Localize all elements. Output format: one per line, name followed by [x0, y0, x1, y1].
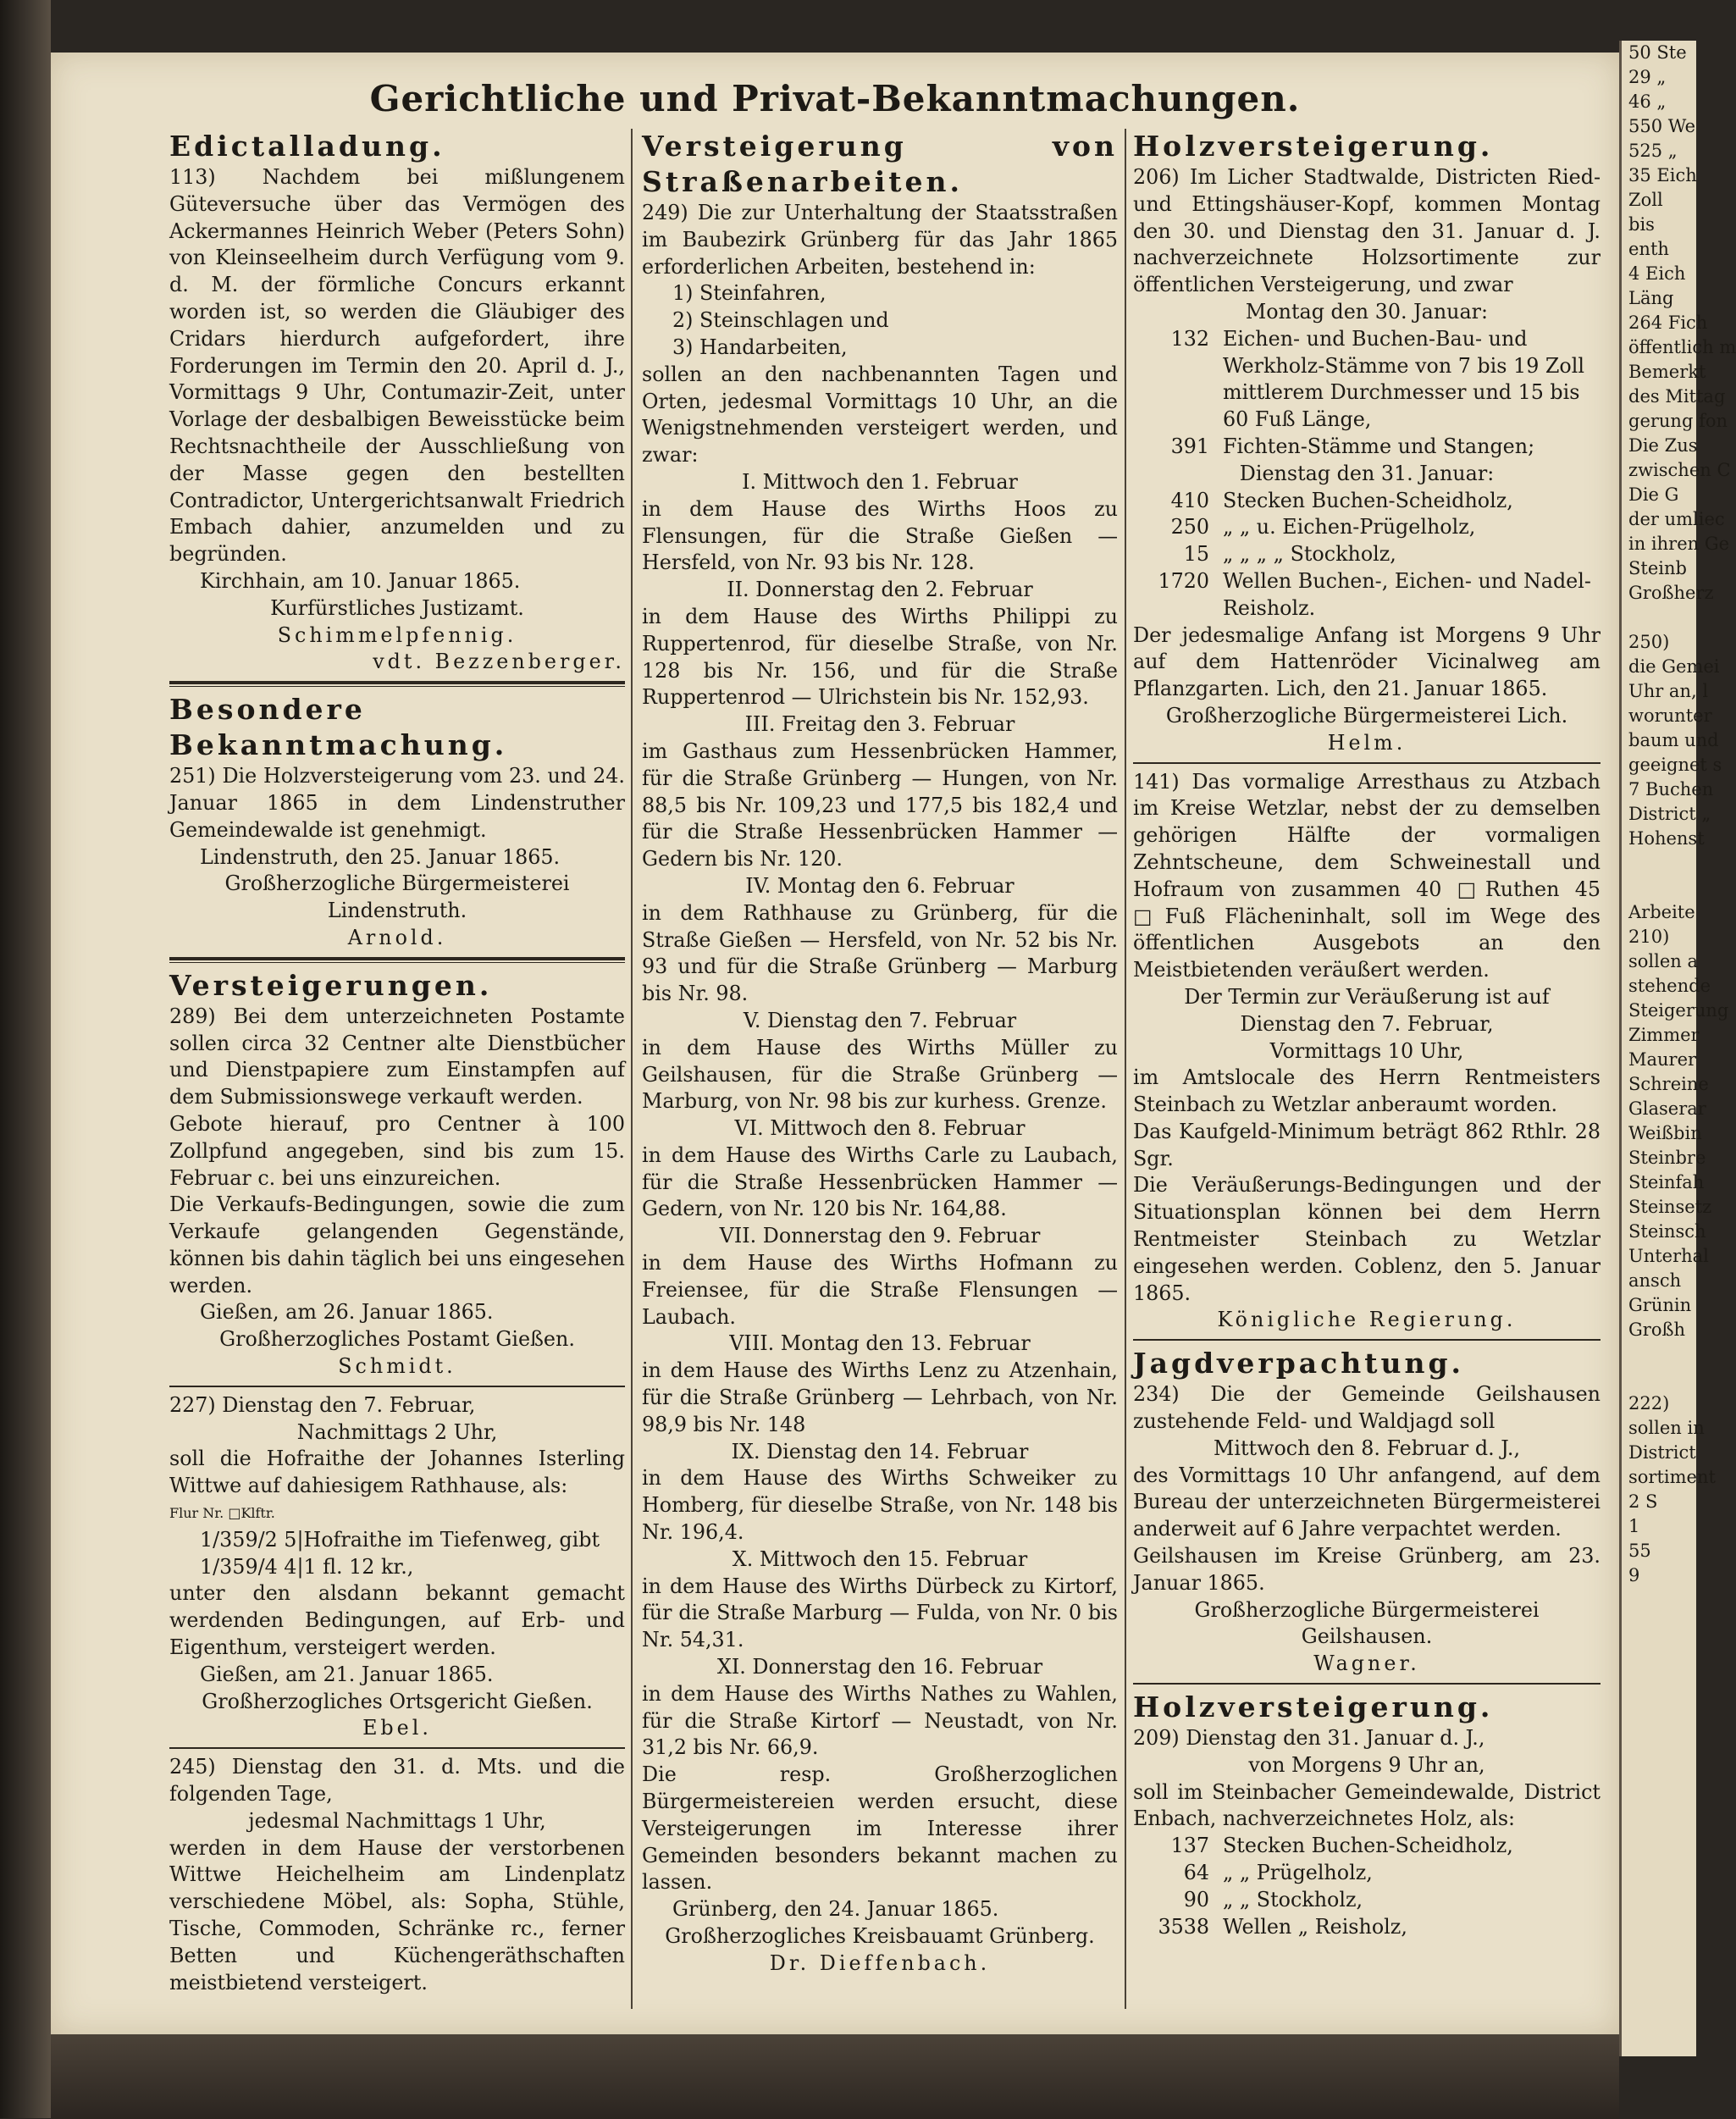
lot-row — [1133, 434, 1540, 461]
paragraph: in dem Rathhause zu Grünberg, für die Straße Gießen — Hersfeld, von Nr. 52 bis Nr. 93 und für die Straße Grünberg — Marburg bis Nr. 98. — [642, 900, 1118, 1006]
paragraph: im Gasthaus zum Hessenbrücken Hammer, für die Straße Grünberg — Hungen, von Nr. 88,5 bis Nr. 109,23 und 177,5 bis 182,4 und für die Straße Hessenbrücken Hammer — Gedern bis Nr. 120. — [642, 739, 1118, 871]
fragment-line: District — [1628, 1442, 1696, 1463]
centered-line: Dienstag den 31. Januar: — [1239, 461, 1495, 485]
fragment-line: Uhr an, l — [1628, 681, 1709, 701]
fragment-line: 46 „ — [1628, 91, 1667, 112]
lot-description: „ „ u. Eichen-Prügelholz, — [1223, 515, 1476, 539]
paragraph: in dem Hause des Wirths Müller zu Geilshausen, für die Straße Grünberg — Marburg, von Nr. 98 bis zur kurhess. Grenze. — [642, 1035, 1118, 1114]
lot-row — [1133, 488, 1518, 515]
paragraph: 141) Das vormalige Arresthaus zu Atzbach im Kreise Wetzlar, nebst der zu demselben gehörigen Hälfte der vormaligen Zehntscheune, dem Schweinestall und Hofraum von zusammen 40 □Ruthen 45 □Fuß Flächeninhalt, soll im Wege des öffentlichen Ausgebots an den Meistbietenden veräußert werden. — [1133, 769, 1601, 982]
adjacent-page-fragment — [1619, 41, 1736, 2056]
fragment-line: 264 Fich — [1628, 313, 1708, 333]
place-date-line: Kirchhain, am 10. Januar 1865. — [200, 568, 521, 593]
fragment-line: Die Zus — [1628, 435, 1698, 456]
centered-line: Großherzogliche Bürgermeisterei Lich. — [1165, 703, 1568, 728]
lot-quantity: 410 — [1170, 488, 1209, 512]
section-separator — [169, 1386, 625, 1387]
signature: vdt. Bezzenberger. — [373, 650, 625, 674]
section-heading: Versteigerung von Straßenarbeiten. — [642, 130, 1118, 198]
lot-row — [1133, 326, 1601, 434]
section-heading: Jagdverpachtung. — [1133, 1347, 1465, 1380]
signature: Arnold. — [347, 925, 447, 949]
column-right — [1133, 129, 1601, 2022]
section-separator — [169, 957, 625, 963]
fragment-line: 250) — [1628, 632, 1670, 652]
section-separator — [169, 681, 625, 687]
fragment-line: Hohenst — [1628, 828, 1705, 849]
fragment-line: Weißbin — [1628, 1123, 1702, 1143]
table-header: Flur Nr. □Klftr. — [169, 1505, 275, 1522]
fragment-line: des Mittag — [1628, 386, 1726, 407]
fragment-line: die Gemei — [1628, 656, 1720, 677]
fragment-line — [1622, 1367, 1696, 1391]
paragraph: in dem Hause des Wirths Schweiker zu Homberg, für dieselbe Straße, von Nr. 148 bis Nr. 196,4. — [642, 1466, 1118, 1545]
paragraph: im Amtslocale des Herrn Rentmeisters Steinbach zu Wetzlar anberaumt worden. — [1133, 1065, 1601, 1117]
fragment-line: enth — [1628, 239, 1669, 259]
paragraph: 113) Nachdem bei mißlungenem Güteversuche über das Vermögen des Ackermannes Heinrich Weber (Peters Sohn) von Kleinseelheim durch Verfügung vom 9. d. M. der förmliche Concurs erkannt worden ist, so werden die Gläubiger des Cridars hierdurch aufgefordert, ihre Forderungen im Termin den 20. April d. J., Vormittags 9 Uhr, Contumazir-Zeit, unter Vorlage der desbalbigen Beweisstücke beim Rechtsnachtheile der Ausschließung von der Masse gegen den bestellten Contradictor, Untergerichtsanwalt Friedrich Embach dahier, anzumelden und zu begründen. — [169, 165, 625, 567]
paragraph: 245) Dienstag den 31. d. Mts. und die folgenden Tage, — [169, 1755, 625, 1806]
fragment-line — [1622, 1342, 1696, 1367]
centered-line: VI. Mittwoch den 8. Februar — [734, 1116, 1026, 1141]
place-date-line: 3) Handarbeiten, — [672, 335, 848, 359]
fragment-line: Arbeite — [1628, 902, 1695, 922]
lot-quantity: 15 — [1183, 542, 1209, 567]
centered-line: Vormittags 10 Uhr, — [1269, 1038, 1464, 1063]
fragment-line: 2 S — [1628, 1491, 1658, 1512]
fragment-line: baum und — [1628, 730, 1719, 750]
fragment-line: 222) — [1628, 1393, 1670, 1414]
fragment-line: sollen in — [1628, 1418, 1705, 1438]
centered-line: XI. Donnerstag den 16. Februar — [716, 1655, 1043, 1679]
fragment-line — [1622, 851, 1696, 876]
fragment-line: 7 Buchen — [1628, 779, 1714, 799]
fragment-line: Steinb — [1628, 558, 1687, 578]
paragraph: des Vormittags 10 Uhr anfangend, auf dem Bureau der unterzeichneten Bürgermeisterei anderweit auf 6 Jahre verpachtet werden. — [1133, 1463, 1601, 1541]
lot-description: Eichen- und Buchen-Bau- und Werkholz-Stämme von 7 bis 19 Zoll mittlerem Durchmesser und 15 bis 60 Fuß Länge, — [1223, 326, 1584, 432]
lot-row — [1133, 568, 1601, 622]
lot-description: „ „ „ „ Stockholz, — [1223, 542, 1396, 567]
paragraph: in dem Hause des Wirths Hofmann zu Freiensee, für die Straße Flensungen — Laubach. — [642, 1251, 1118, 1329]
fragment-line: Steinbre — [1628, 1148, 1706, 1168]
paragraph: Die Veräußerungs-Bedingungen und der Situationsplan können bei dem Herrn Rentmeister Steinbach zu Wetzlar eingesehen werden. Coblenz, den 5. Januar 1865. — [1133, 1173, 1601, 1305]
place-date-line: Lindenstruth, den 25. Januar 1865. — [200, 844, 561, 869]
lot-quantity: 391 — [1170, 434, 1209, 458]
centered-line: Kurfürstliches Justizamt. — [270, 595, 524, 620]
page-title: Gerichtliche und Privat-Bekanntmachungen. — [369, 78, 1301, 119]
fragment-line: Großh — [1628, 1320, 1686, 1340]
book-binding — [0, 0, 51, 2118]
centered-line: Dienstag den 7. Februar, — [1240, 1011, 1494, 1036]
fragment-line: 9 — [1628, 1565, 1640, 1585]
paragraph: sollen an den nachbenannten Tagen und Orten, jedesmal Vormittags 10 Uhr, an die Wenigstnehmenden versteigert werden, und zwar: — [642, 362, 1118, 468]
paragraph: 206) Im Licher Stadtwalde, Districten Ried- und Ettingshäuser-Kopf, kommen Montag den 30. und Dienstag den 31. Januar d. J. nachverzeichnete Holzsortimente zur öffentlichen Versteigerung, und zwar — [1133, 165, 1601, 297]
paragraph: soll im Steinbacher Gemeindewalde, District Enbach, nachverzeichnetes Holz, als: — [1133, 1779, 1601, 1831]
paragraph: soll die Hofraithe der Johannes Isterling Wittwe auf dahiesigem Rathhause, als: — [169, 1447, 625, 1498]
fragment-line: sollen a — [1628, 951, 1699, 971]
lot-quantity: 90 — [1183, 1887, 1209, 1912]
paragraph: in dem Hause des Wirths Hoos zu Flensungen, für die Straße Gießen — Hersfeld, von Nr. 93 bis Nr. 128. — [642, 496, 1118, 575]
lot-description: Wellen „ Reisholz, — [1223, 1914, 1407, 1939]
section-heading: Holzversteigerung. — [1133, 1690, 1494, 1724]
fragment-line: Steinsetz — [1628, 1197, 1712, 1217]
signature: Königliche Regierung. — [1217, 1308, 1517, 1332]
fragment-line: 29 „ — [1628, 67, 1667, 87]
lot-quantity: 1720 — [1158, 568, 1209, 593]
fragment-line: gerung fon — [1628, 411, 1728, 431]
centered-line: IV. Montag den 6. Februar — [745, 873, 1015, 898]
centered-line: II. Donnerstag den 2. Februar — [727, 578, 1033, 602]
paragraph: unter den alsdann bekannt gemacht werdenden Bedingungen, auf Erb- und Eigenthum, versteigert werden. — [169, 1581, 625, 1660]
paragraph: Gebote hierauf, pro Centner à 100 Zollpfund angegeben, sind bis zum 15. Februar c. bei uns einzureichen. — [169, 1111, 625, 1190]
fragment-line: der umliec — [1628, 509, 1725, 529]
centered-line: Großherzogliches Postamt Gießen. — [219, 1327, 575, 1352]
fragment-line — [1622, 606, 1696, 630]
centered-line: I. Mittwoch den 1. Februar — [742, 469, 1018, 494]
fragment-line: Zimmer — [1628, 1025, 1700, 1045]
fragment-line: 210) — [1628, 927, 1670, 947]
fragment-line: Steinsch — [1628, 1221, 1706, 1242]
section-heading: Versteigerungen. — [169, 968, 493, 1002]
signature: Wagner. — [1313, 1651, 1420, 1676]
centered-line: Nachmittags 2 Uhr, — [296, 1419, 498, 1444]
centered-line: jedesmal Nachmittags 1 Uhr, — [248, 1808, 546, 1833]
lot-description: Fichten-Stämme und Stangen; — [1223, 434, 1535, 458]
fragment-line: geeignet s — [1628, 755, 1722, 775]
fragment-line: Bemerkt — [1628, 362, 1706, 382]
fragment-line: 55 — [1628, 1541, 1651, 1561]
fragment-line: Schreine — [1628, 1074, 1709, 1094]
fragment-line: Steigerung — [1628, 1000, 1729, 1021]
place-date-line: Grünberg, den 24. Januar 1865. — [672, 1897, 999, 1922]
fragment-line: 50 Ste — [1628, 42, 1687, 63]
signature: Schimmelpfennig. — [277, 622, 517, 647]
paragraph: in dem Hause des Wirths Carle zu Laubach, für die Straße Hessenbrücken Hammer — Gedern, von Nr. 120 bis Nr. 164,88. — [642, 1142, 1118, 1221]
lot-row — [1133, 1860, 1378, 1887]
fragment-line: zwischen C — [1628, 460, 1731, 480]
fragment-line: Zoll — [1628, 190, 1663, 210]
fragment-line: Glaserar — [1628, 1098, 1706, 1119]
paragraph: 289) Bei dem unterzeichneten Postamte sollen circa 32 Centner alte Dienstbücher und Dienstpapiere zum Einstampfen auf dem Submissionswege verkauft werden. — [169, 1004, 625, 1109]
paragraph: Das Kaufgeld-Minimum beträgt 862 Rthlr. 28 Sgr. — [1133, 1119, 1601, 1170]
lot-quantity: 64 — [1183, 1861, 1209, 1885]
centered-line: Großherzogliche Bürgermeisterei Geilshausen. — [1194, 1597, 1540, 1649]
fragment-line: Unterhal — [1628, 1246, 1709, 1266]
centered-line: IX. Dienstag den 14. Februar — [731, 1439, 1029, 1463]
signature: Ebel. — [362, 1716, 432, 1740]
column-divider — [1125, 129, 1126, 2009]
paragraph: 249) Die zur Unterhaltung der Staatsstraßen im Baubezirk Grünberg für das Jahr 1865 erforderlichen Arbeiten, bestehend in: — [642, 201, 1118, 279]
fragment-line: Läng — [1628, 288, 1674, 308]
section-separator — [169, 1747, 625, 1749]
centered-line: Großherzogliches Kreisbauamt Grünberg. — [665, 1924, 1095, 1948]
place-date-line: 2) Steinschlagen und — [672, 308, 889, 333]
lot-row — [1133, 514, 1480, 541]
section-heading: Edictalladung. — [169, 130, 445, 163]
fragment-line: stehende — [1628, 976, 1711, 996]
place-date-line: Gießen, am 21. Januar 1865. — [200, 1662, 494, 1686]
fragment-line: 550 We — [1628, 116, 1696, 136]
paragraph: 251) Die Holzversteigerung vom 23. und 24. Januar 1865 in dem Lindenstruther Gemeindewalde ist genehmigt. — [169, 764, 625, 842]
lot-row — [1133, 1887, 1368, 1914]
paragraph: werden in dem Hause der verstorbenen Wittwe Heichelheim am Lindenplatz verschiedene Möbel, als: Sopha, Stühle, Tische, Commoden, Schränke rc., ferner Betten und Küchengeräthschaften meistbietend versteigert. — [169, 1835, 625, 1995]
centered-line: Großherzogliches Ortsgericht Gießen. — [202, 1689, 593, 1713]
fragment-line: bis — [1628, 214, 1655, 235]
lot-description: Wellen Buchen-, Eichen- und Nadel-Reisholz. — [1223, 568, 1591, 620]
lot-quantity: 132 — [1170, 326, 1209, 351]
centered-line: Montag den 30. Januar: — [1245, 299, 1489, 324]
fragment-line: 525 „ — [1628, 141, 1678, 161]
centered-line: Der Termin zur Veräußerung ist auf — [1184, 984, 1550, 1009]
centered-line: X. Mittwoch den 15. Februar — [732, 1546, 1028, 1571]
paragraph: Die Verkaufs-Bedingungen, sowie die zum Verkaufe gelangenden Gegenstände, können bis dahin täglich bei uns eingesehen werden. — [169, 1192, 625, 1297]
fragment-line: Steinfah — [1628, 1172, 1705, 1192]
fragment-line: 35 Eich — [1628, 165, 1697, 185]
paragraph: in dem Hause des Wirths Lenz zu Atzenhain, für die Straße Grünberg — Lehrbach, von Nr. 98,9 bis Nr. 148 — [642, 1358, 1118, 1436]
lot-quantity: 250 — [1170, 515, 1209, 539]
lot-quantity: 137 — [1170, 1834, 1209, 1858]
lot-description: „ „ Prügelholz, — [1223, 1861, 1373, 1885]
column-left — [169, 129, 625, 2022]
signature: Dr. Dieffenbach. — [769, 1950, 991, 1975]
column-divider — [631, 129, 633, 2009]
paragraph: Der jedesmalige Anfang ist Morgens 9 Uhr auf dem Hattenröder Vicinalweg am Pflanzgarten. Lich, den 21. Januar 1865. — [1133, 622, 1601, 701]
centered-line: VII. Donnerstag den 9. Februar — [719, 1224, 1041, 1248]
fragment-line: District „ — [1628, 804, 1711, 824]
lot-quantity: 3538 — [1158, 1914, 1209, 1939]
centered-line: Großherzogliche Bürgermeisterei Lindenstruth. — [224, 871, 570, 923]
paragraph: Die resp. Großherzoglichen Bürgermeistereien werden ersucht, diese Versteigerungen im Interesse ihrer Gemeinden besonders bekannt machen zu lassen. — [642, 1762, 1118, 1895]
section-separator — [1133, 1339, 1601, 1341]
lot-row — [1133, 1833, 1518, 1860]
column-middle — [642, 129, 1118, 2022]
lot-description: Stecken Buchen-Scheidholz, — [1223, 1834, 1513, 1858]
fragment-line: öffentlich m — [1628, 337, 1736, 357]
paragraph: Geilshausen im Kreise Grünberg, am 23. Januar 1865. — [1133, 1544, 1601, 1595]
paragraph: in dem Hause des Wirths Nathes zu Wahlen, für die Straße Kirtorf — Neustadt, von Nr. 31,2 bis Nr. 66,9. — [642, 1681, 1118, 1760]
paragraph: 234) Die der Gemeinde Geilshausen zustehende Feld- und Waldjagd soll — [1133, 1382, 1601, 1434]
section-separator — [1133, 762, 1601, 764]
place-date-line: Gießen, am 26. Januar 1865. — [200, 1300, 494, 1325]
lot-description: Stecken Buchen-Scheidholz, — [1223, 488, 1513, 512]
table-line: 1/359/2 5|Hofraithe im Tiefenweg, gibt — [200, 1527, 600, 1552]
book-edge — [51, 2034, 1619, 2119]
paragraph: 227) Dienstag den 7. Februar, — [169, 1392, 476, 1417]
fragment-line — [1622, 876, 1696, 900]
fragment-line: sortiment — [1628, 1467, 1716, 1487]
fragment-line: ansch — [1628, 1270, 1682, 1291]
lot-row — [1133, 1914, 1413, 1941]
place-date-line: 1) Steinfahren, — [672, 281, 827, 306]
lot-description: „ „ Stockholz, — [1223, 1887, 1363, 1912]
signature: Helm. — [1327, 730, 1407, 755]
signature: Schmidt. — [338, 1354, 456, 1379]
centered-line: von Morgens 9 Uhr an, — [1248, 1752, 1485, 1777]
centered-line: V. Dienstag den 7. Februar — [743, 1008, 1017, 1032]
fragment-line: Grünin — [1628, 1295, 1692, 1315]
centered-line: Mittwoch den 8. Februar d. J., — [1213, 1436, 1521, 1460]
fragment-line: Maurer — [1628, 1049, 1697, 1070]
section-heading: Holzversteigerung. — [1133, 130, 1494, 163]
fragment-line: Großherz — [1628, 583, 1714, 603]
fragment-line: 4 Eich — [1628, 263, 1686, 284]
centered-line: III. Freitag den 3. Februar — [744, 712, 1015, 737]
paragraph: in dem Hause des Wirths Philippi zu Ruppertenrod, für dieselbe Straße, von Nr. 128 bis Nr. 156, und für die Straße Ruppertenrod — Ulrichstein bis Nr. 152,93. — [642, 604, 1118, 710]
table-line: 1/359/4 4|1 fl. 12 kr., — [200, 1554, 414, 1579]
fragment-line: worunter — [1628, 705, 1712, 726]
paragraph: 209) Dienstag den 31. Januar d. J., — [1133, 1726, 1485, 1751]
paragraph: in dem Hause des Wirths Dürbeck zu Kirtorf, für die Straße Marburg — Fulda, von Nr. 0 bis Nr. 54,31. — [642, 1574, 1118, 1652]
section-separator — [1133, 1683, 1601, 1685]
fragment-line: in ihren Ge — [1628, 534, 1730, 554]
section-heading: Besondere Bekanntmachung. — [169, 693, 508, 762]
fragment-line: 1 — [1628, 1516, 1640, 1536]
centered-line: VIII. Montag den 13. Februar — [729, 1331, 1031, 1356]
lot-row — [1133, 541, 1402, 568]
fragment-line: Die G — [1628, 484, 1679, 505]
